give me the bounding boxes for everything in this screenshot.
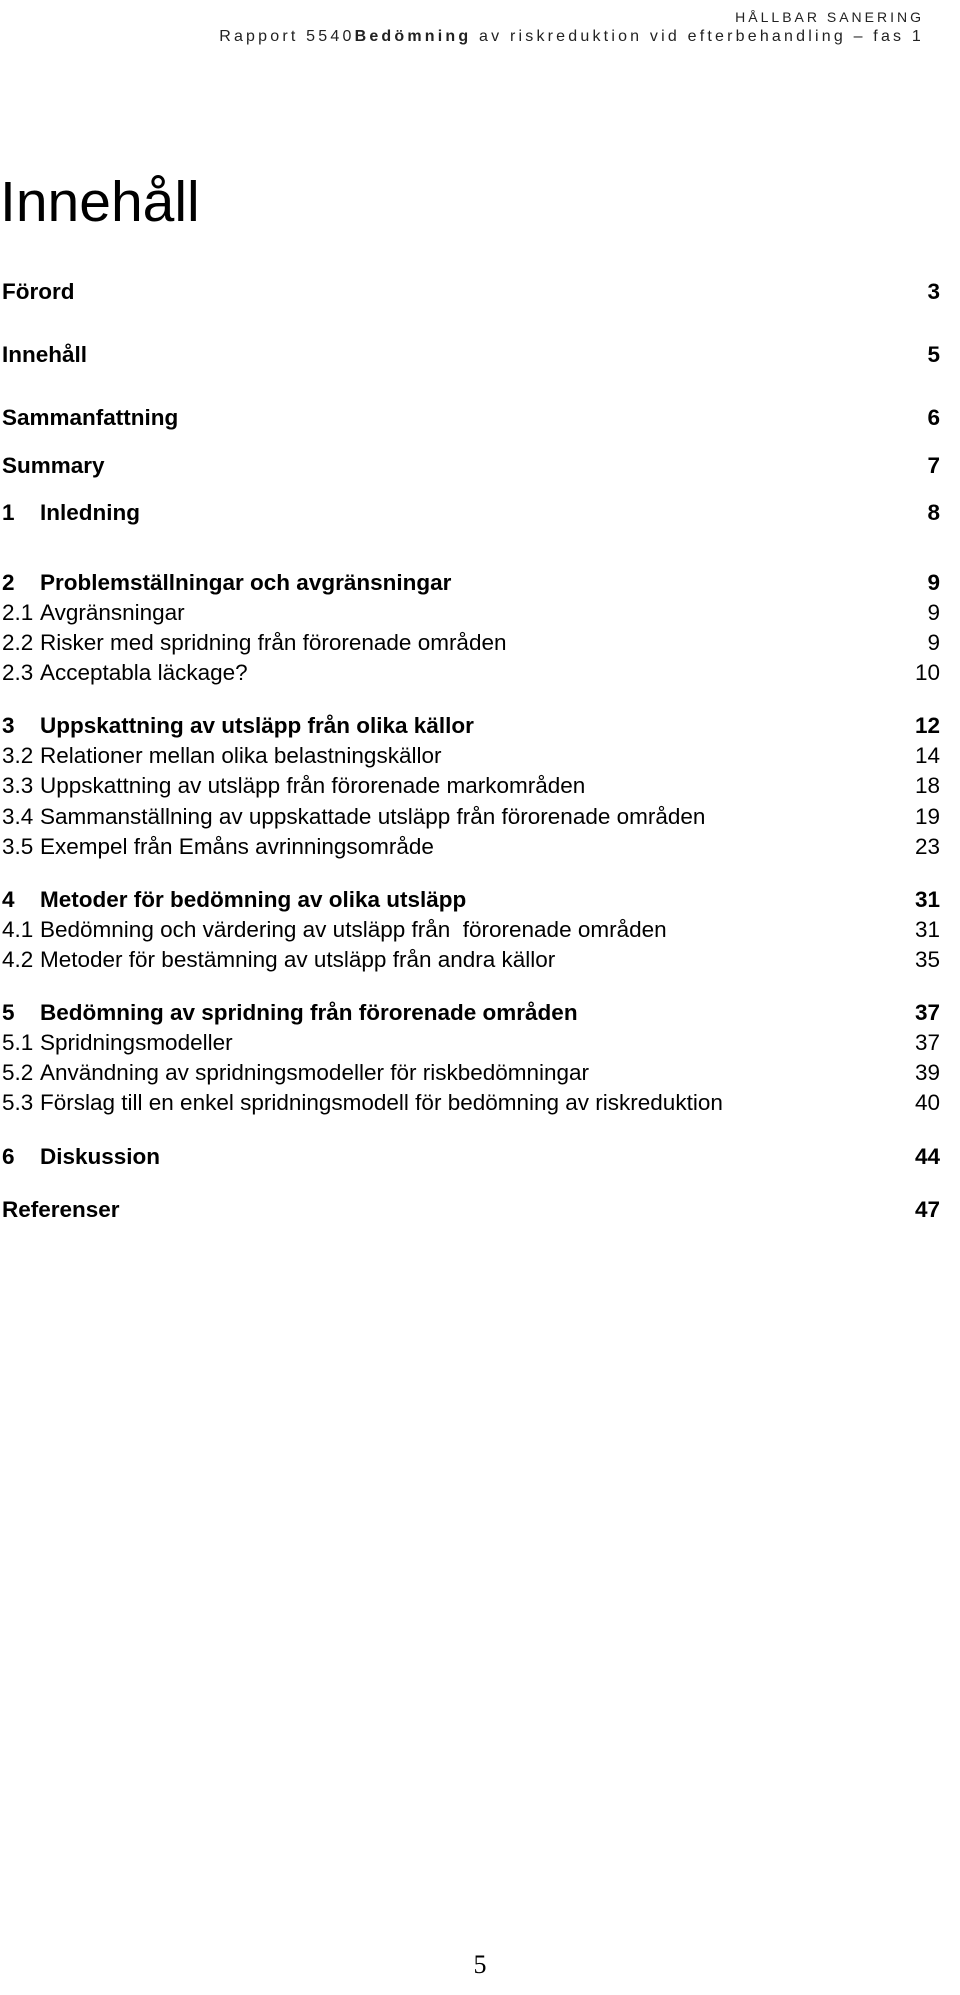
toc-entry-number: 2.1 [2,600,34,625]
toc-entry-page: 14 [914,743,940,768]
toc-entry-page: 8 [927,500,940,525]
toc-entry-number: 3.5 [2,834,34,859]
toc-entry[interactable] [2,1058,940,1088]
toc-entry-label: Innehåll [2,342,88,367]
page-title: Innehåll [0,170,200,234]
toc-entry[interactable] [2,711,940,741]
toc-entry[interactable] [2,1195,940,1225]
toc-entry[interactable] [2,498,940,528]
header-report-title-rest: av riskreduktion vid efterbehandling – fas 1 [471,28,924,45]
toc-entry-number: 6 [2,1144,15,1169]
toc-entry-page: 7 [927,453,940,478]
toc-entry-page: 31 [914,887,940,912]
toc-entry-page: 44 [914,1144,940,1169]
toc-entry-page: 3 [927,279,940,304]
toc-entry-number: 2.2 [2,630,34,655]
toc-entry-number: 3.4 [2,804,34,829]
toc-entry-number: 4 [2,887,15,912]
toc-entry-label: Metoder för bedömning av olika utsläpp [40,887,467,912]
toc-entry-label: Förord [2,279,75,304]
toc-entry[interactable] [2,1028,940,1058]
toc-entry[interactable] [2,598,940,628]
toc-entry-label: Acceptabla läckage? [40,660,248,685]
toc-entry-number: 5.1 [2,1030,34,1055]
toc-entry-label: Problemställningar och avgränsningar [40,570,452,595]
toc-entry-number: 5.3 [2,1090,34,1115]
toc-entry-number: 2 [2,570,15,595]
toc-entry[interactable] [2,1088,940,1118]
toc-entry[interactable] [2,277,940,307]
toc-entry-label: Summary [2,453,105,478]
toc-entry-number: 1 [2,500,15,525]
toc-entry-label: Uppskattning av utsläpp från olika källor [40,713,474,738]
toc-entry[interactable] [2,741,940,771]
toc-entry-label: Förslag till en enkel spridningsmodell för bedömning av riskreduktion [40,1090,723,1115]
toc-entry[interactable] [2,885,940,915]
toc-entry-page: 9 [927,600,940,625]
toc-entry-page: 39 [914,1060,940,1085]
toc-entry-page: 19 [914,804,940,829]
toc-entry[interactable] [2,998,940,1028]
toc-entry-page: 5 [927,342,940,367]
toc-entry-number: 3.2 [2,743,34,768]
toc-entry-page: 18 [914,773,940,798]
toc-entry-page: 37 [914,1030,940,1055]
toc-entry-page: 10 [914,660,940,685]
toc-entry[interactable] [2,628,940,658]
toc-entry-label: Metoder för bestämning av utsläpp från andra källor [40,947,556,972]
toc-entry-label: Avgränsningar [40,600,185,625]
toc-entry-label: Användning av spridningsmodeller för riskbedömningar [40,1060,590,1085]
toc-entry-number: 2.3 [2,660,34,685]
toc-entry[interactable] [2,915,940,945]
toc-entry[interactable] [2,945,940,975]
toc-entry-label: Diskussion [40,1144,161,1169]
toc-entry[interactable] [2,832,940,862]
toc-entry-label: Bedömning av spridning från förorenade områden [40,1000,578,1025]
toc-entry-label: Relationer mellan olika belastningskällor [40,743,442,768]
header-report-title-bold: Bedömning [354,28,472,45]
toc-entry-page: 31 [914,917,940,942]
header-series: HÅLLBAR SANERING [735,9,924,25]
toc-entry-label: Sammanställning av uppskattade utsläpp från förorenade områden [40,804,706,829]
toc-entry-page: 23 [914,834,940,859]
toc-entry-label: Inledning [40,500,140,525]
toc-entry-label: Risker med spridning från förorenade områden [40,630,507,655]
header-report-prefix: Rapport 5540 [219,28,355,45]
toc-entry-page: 47 [914,1197,940,1222]
toc-entry-label: Uppskattning av utsläpp från förorenade markområden [40,773,586,798]
toc-entry[interactable] [2,1142,940,1172]
toc-entry[interactable] [2,340,940,370]
toc-entry[interactable] [2,568,940,598]
toc-entry-label: Bedömning och värdering av utsläpp från förorenade områden [40,917,667,942]
toc-entry-number: 5 [2,1000,15,1025]
toc-entry-number: 3.3 [2,773,34,798]
toc-entry-number: 3 [2,713,15,738]
toc-entry-page: 12 [914,713,940,738]
toc-entry[interactable] [2,451,940,481]
toc-entry-page: 9 [927,570,940,595]
toc-entry-page: 35 [914,947,940,972]
toc-entry-page: 6 [927,405,940,430]
toc-entry[interactable] [2,802,940,832]
toc-entry-page: 9 [927,630,940,655]
toc-entry-label: Referenser [2,1197,120,1222]
toc-entry-page: 40 [914,1090,940,1115]
toc-entry-number: 5.2 [2,1060,34,1085]
toc-entry-label: Sammanfattning [2,405,179,430]
toc-entry-number: 4.1 [2,917,34,942]
page-number: 5 [473,1950,487,1979]
toc-entry[interactable] [2,771,940,801]
toc-entry-page: 37 [914,1000,940,1025]
toc-entry-label: Spridningsmodeller [40,1030,233,1055]
toc-entry[interactable] [2,658,940,688]
toc-entry[interactable] [2,403,940,433]
toc-entry-number: 4.2 [2,947,34,972]
toc-entry-label: Exempel från Emåns avrinningsområde [40,834,434,859]
